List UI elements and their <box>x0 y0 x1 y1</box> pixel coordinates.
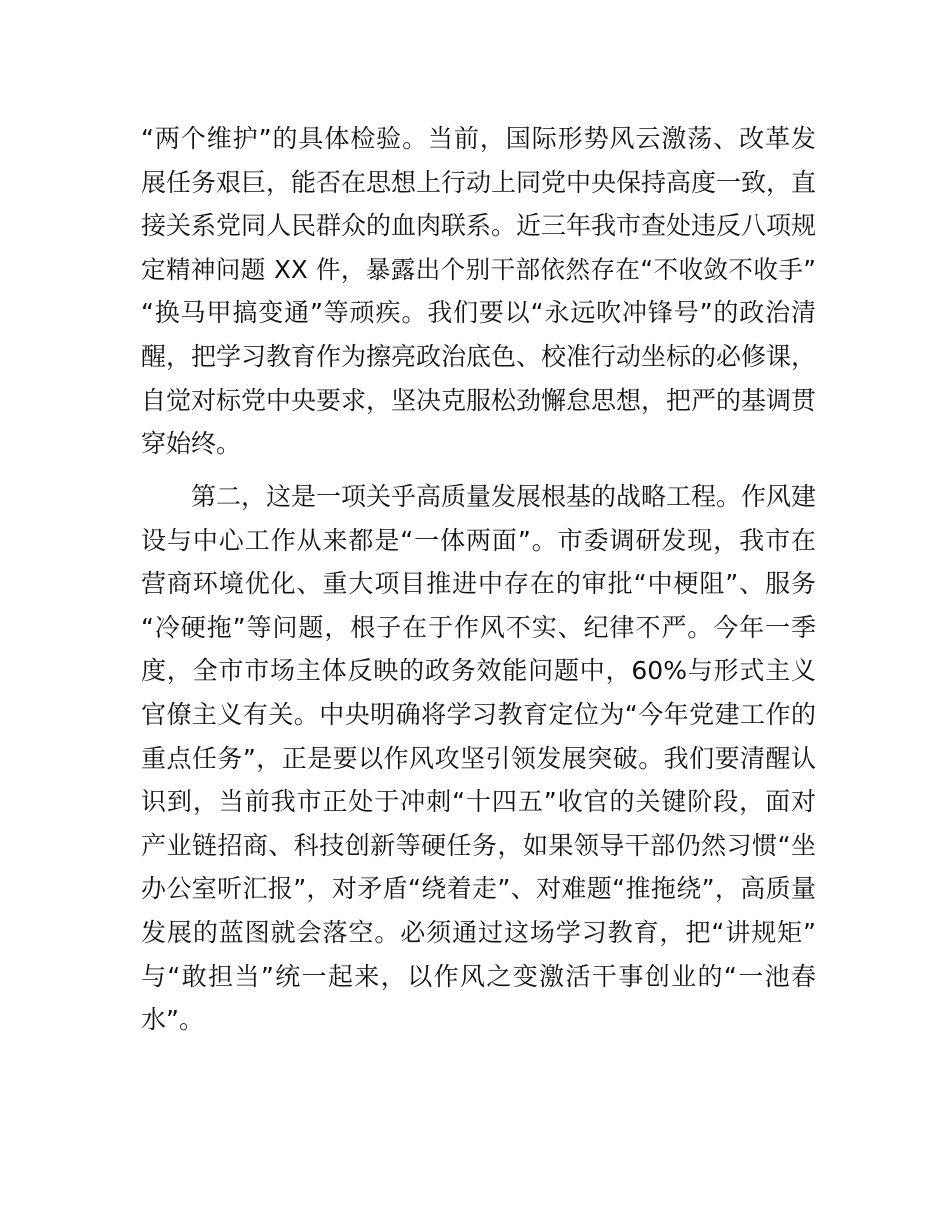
paragraph-1 <box>141 117 816 466</box>
text-line: 接关系党同人民群众的血肉联系。近三年我市查处违反八项规 <box>141 211 817 241</box>
text-line: 官僚主义有关。中央明确将学习教育定位为“今年党建工作的 <box>141 699 816 729</box>
text-line: 识到，当前我市正处于冲刺“十四五”收官的关键阶段，面对 <box>141 787 816 817</box>
text-line: “冷硬拖”等问题，根子在于作风不实、纪律不严。今年一季 <box>141 612 816 642</box>
text-line: “两个维护”的具体检验。当前，国际形势风云激荡、改革发 <box>141 124 816 153</box>
text-line: 定精神问题 XX 件，暴露出个别干部依然存在“不收敛不收手” <box>141 254 816 284</box>
paragraph-2 <box>141 475 816 1042</box>
text-line: 与“敢担当”统一起来，以作风之变激活干事创业的“一池春 <box>141 961 816 991</box>
text-line: 自觉对标党中央要求，坚决克服松劲懈怠思想，把严的基调贯 <box>141 385 817 415</box>
text-line: 产业链招商、科技创新等硬任务，如果领导干部仍然习惯“坐 <box>141 830 816 860</box>
text-line: 穿始终。 <box>141 429 242 459</box>
text-line: 营商环境优化、重大项目推进中存在的审批“中梗阻”、服务 <box>141 569 816 599</box>
text-line: 度，全市市场主体反映的政务效能问题中，60%与形式主义 <box>141 656 816 686</box>
text-line: “换马甲搞变通”等顽疾。我们要以“永远吹冲锋号”的政治清 <box>141 298 816 328</box>
text-line: 设与中心工作从来都是“一体两面”。市委调研发现，我市在 <box>141 525 816 555</box>
text-line: 水”。 <box>141 1005 204 1035</box>
text-line: 展任务艰巨，能否在思想上行动上同党中央保持高度一致，直 <box>141 167 817 197</box>
text-line: 醒，把学习教育作为擦亮政治底色、校准行动坐标的必修课， <box>141 341 817 371</box>
text-line: 第二，这是一项关乎高质量发展根基的战略工程。作风建 <box>191 482 817 511</box>
text-line: 重点任务”，正是要以作风攻坚引领发展突破。我们要清醒认 <box>141 743 816 773</box>
text-line: 办公室听汇报”，对矛盾“绕着走”、对难题“推拖绕”，高质量 <box>141 874 816 904</box>
text-line: 发展的蓝图就会落空。必须通过这场学习教育，把“讲规矩” <box>141 917 816 947</box>
